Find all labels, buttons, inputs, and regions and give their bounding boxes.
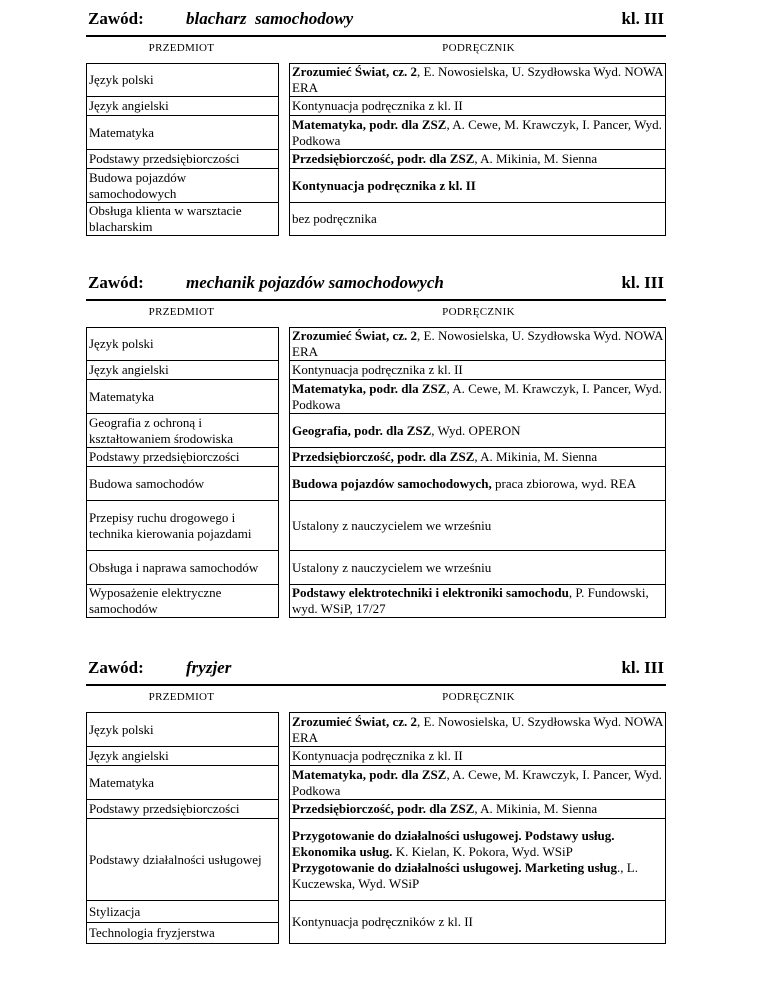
- book-details: Kontynuacja podręcznika z kl. II: [292, 98, 463, 113]
- book-cell: [289, 584, 666, 618]
- book-title: Geografia, podr. dla ZSZ: [292, 422, 432, 438]
- subject-cell: Język angielski: [86, 746, 279, 765]
- book-cell: [289, 360, 666, 379]
- zawod-name: fryzjer: [186, 658, 232, 677]
- table-row: [86, 327, 666, 360]
- table-row: [86, 202, 666, 236]
- zawod-label: Zawód:: [88, 9, 144, 28]
- subject-cell: Matematyka: [86, 115, 279, 149]
- book-details: Ustalony z nauczycielem we wrześniu: [292, 517, 492, 533]
- zawod-label: Zawód:: [88, 658, 144, 677]
- book-details: bez podręcznika: [292, 211, 377, 226]
- table-row: [86, 413, 666, 447]
- book-title: Podstawy elektrotechniki i elektroniki samochodu: [292, 585, 569, 600]
- subject-cell: Język polski: [86, 712, 279, 746]
- book-details: K. Kielan, K. Pokora, Wyd. WSiP: [392, 843, 573, 859]
- book-title: Przygotowanie do działalności usługowej. Podstawy usług. Ekonomika usług.: [292, 827, 615, 859]
- book-details: Kontynuacja podręcznika z kl. II: [292, 748, 463, 763]
- column-headers: [86, 35, 666, 63]
- book-details: , E. Nowosielska, U. Szydłowska Wyd. NOWA ERA: [292, 713, 663, 745]
- class-label: kl. III: [621, 658, 664, 677]
- subject-cell: Podstawy działalności usługowej: [86, 818, 279, 900]
- col-subject-header: PRZEDMIOT: [148, 306, 215, 318]
- book-details: , A. Cewe, M. Krawczyk, I. Pancer, Wyd. Podkowa: [292, 116, 662, 148]
- book-title: Kontynuacja podręcznika z kl. II: [292, 177, 476, 193]
- book-title: Matematyka, podr. dla ZSZ: [292, 380, 447, 396]
- table-row: [86, 765, 666, 799]
- subject-cell: Język polski: [86, 327, 279, 360]
- book-title-2: Przygotowanie do działalności usługowej. Marketing usług: [292, 859, 618, 875]
- subject-cell: Język angielski: [86, 360, 279, 379]
- subject-cell: Język polski: [86, 63, 279, 96]
- book-cell: [289, 447, 666, 466]
- subject-cell: Obsługa i naprawa samochodów: [86, 550, 279, 584]
- book-cell: [289, 202, 666, 236]
- book-cell: [289, 466, 666, 500]
- book-title: Matematyka, podr. dla ZSZ: [292, 116, 447, 132]
- book-title: Zrozumieć Świat, cz. 2: [292, 328, 418, 343]
- subject-cell: Matematyka: [86, 765, 279, 799]
- book-cell: [289, 63, 666, 96]
- book-cell: [289, 712, 666, 746]
- book-details: , A. Mikinia, M. Sienna: [474, 449, 598, 464]
- book-title: Matematyka, podr. dla ZSZ: [292, 766, 447, 782]
- book-details: , E. Nowosielska, U. Szydłowska Wyd. NOWA ERA: [292, 64, 663, 95]
- book-title: Budowa pojazdów samochodowych,: [292, 475, 492, 491]
- book-cell: [289, 115, 666, 149]
- table-row: [86, 500, 666, 550]
- book-details: , P. Fundowski, wyd. WSiP, 17/27: [292, 585, 649, 616]
- book-details: Kontynuacja podręczników z kl. II: [292, 914, 473, 929]
- subject-cell: Podstawy przedsiębiorczości: [86, 799, 279, 818]
- book-cell: [289, 96, 666, 115]
- class-label: kl. III: [621, 9, 664, 28]
- book-details: , E. Nowosielska, U. Szydłowska Wyd. NOWA ERA: [292, 328, 663, 359]
- subject-cell: Podstawy przedsiębiorczości: [86, 447, 279, 466]
- book-title: Zrozumieć Świat, cz. 2: [292, 713, 418, 729]
- table-row: [86, 149, 666, 168]
- book-details: praca zbiorowa, wyd. REA: [491, 475, 637, 491]
- subject-cell: Technologia fryzjerstwa: [86, 922, 279, 944]
- table-row: [86, 746, 666, 765]
- section-header: [86, 658, 666, 684]
- book-details: , A. Cewe, M. Krawczyk, I. Pancer, Wyd. Podkowa: [292, 380, 662, 412]
- book-details: Ustalony z nauczycielem we wrześniu: [292, 559, 492, 575]
- book-cell: [289, 413, 666, 447]
- book-details: Kontynuacja podręcznika z kl. II: [292, 362, 463, 377]
- book-cell: [289, 168, 666, 202]
- book-cell: [289, 746, 666, 765]
- table-row: [86, 63, 666, 96]
- zawod-name: mechanik pojazdów samochodowych: [186, 273, 444, 292]
- col-subject-header: PRZEDMIOT: [148, 42, 215, 54]
- table-row: [86, 96, 666, 115]
- subject-cell: Przepisy ruchu drogowego i technika kierowania pojazdami: [86, 500, 279, 550]
- subject-cell: Podstawy przedsiębiorczości: [86, 149, 279, 168]
- textbook-table: [86, 63, 666, 236]
- col-book-header: PODRĘCZNIK: [442, 691, 515, 703]
- book-title: Zrozumieć Świat, cz. 2: [292, 64, 418, 79]
- class-label: kl. III: [621, 273, 664, 292]
- book-title: Przedsiębiorczość, podr. dla ZSZ: [292, 449, 475, 464]
- zawod-label: Zawód:: [88, 273, 144, 292]
- table-row: [86, 818, 666, 900]
- book-cell: [289, 550, 666, 584]
- book-cell: [289, 379, 666, 413]
- table-row: [86, 712, 666, 746]
- column-headers: [86, 299, 666, 327]
- table-row: [86, 168, 666, 202]
- table-row: [86, 447, 666, 466]
- col-subject-header: PRZEDMIOT: [148, 691, 215, 703]
- table-row: [86, 799, 666, 818]
- section-header: [86, 9, 666, 35]
- book-cell: [289, 765, 666, 799]
- section-mechanik: [86, 273, 666, 618]
- subject-cell: Stylizacja: [86, 900, 279, 922]
- table-row: [86, 379, 666, 413]
- book-details: , Wyd. OPERON: [431, 422, 521, 438]
- subject-cell: Geografia z ochroną i kształtowaniem środowiska: [86, 413, 279, 447]
- book-cell: [289, 799, 666, 818]
- section-header: [86, 273, 666, 299]
- book-details: , A. Mikinia, M. Sienna: [474, 801, 598, 816]
- subject-cell: Wyposażenie elektryczne samochodów: [86, 584, 279, 618]
- col-book-header: PODRĘCZNIK: [442, 42, 515, 54]
- book-details: , A. Mikinia, M. Sienna: [474, 151, 598, 166]
- column-headers: [86, 684, 666, 712]
- textbook-table: [86, 712, 666, 944]
- subject-cell: Budowa pojazdów samochodowych: [86, 168, 279, 202]
- book-details: , A. Cewe, M. Krawczyk, I. Pancer, Wyd. Podkowa: [292, 766, 662, 798]
- book-cell: [289, 818, 666, 900]
- section-fryzjer: [86, 658, 666, 944]
- zawod-name: blacharz samochodowy: [186, 9, 354, 28]
- table-row: [86, 550, 666, 584]
- section-blacharz: [86, 9, 666, 236]
- book-title: Przedsiębiorczość, podr. dla ZSZ: [292, 151, 475, 166]
- book-cell: [289, 500, 666, 550]
- table-row: [86, 584, 666, 618]
- subject-cell: Matematyka: [86, 379, 279, 413]
- book-cell: [289, 327, 666, 360]
- col-book-header: PODRĘCZNIK: [442, 306, 515, 318]
- textbook-table: [86, 327, 666, 618]
- table-row: [86, 900, 666, 922]
- book-cell: [289, 900, 666, 944]
- table-row: [86, 360, 666, 379]
- book-cell: [289, 149, 666, 168]
- table-row: [86, 115, 666, 149]
- subject-cell: Obsługa klienta w warsztacie blacharskim: [86, 202, 279, 236]
- table-row: [86, 466, 666, 500]
- book-details-2: ., L. Kuczewska, Wyd. WSiP: [292, 859, 638, 891]
- book-title: Przedsiębiorczość, podr. dla ZSZ: [292, 801, 475, 816]
- subject-cell: Język angielski: [86, 96, 279, 115]
- subject-cell: Budowa samochodów: [86, 466, 279, 500]
